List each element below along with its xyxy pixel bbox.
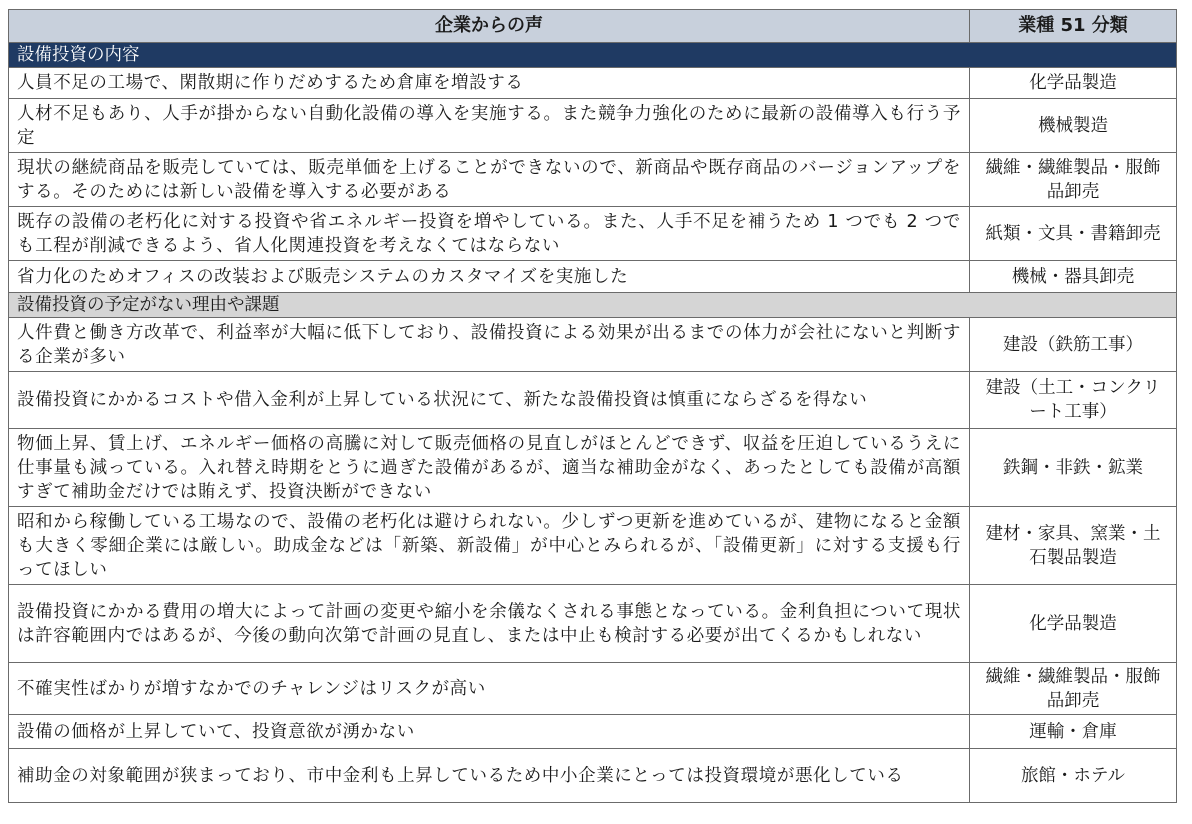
section-header-reasons: [9, 293, 1177, 318]
industry-cell: 建設（土工・コンクリート工事）: [970, 372, 1177, 429]
table-row: [9, 261, 1177, 293]
table-row: [9, 585, 1177, 663]
industry-cell: 機械製造: [970, 99, 1177, 153]
comment-cell: 人材不足もあり、人手が掛からない自動化設備の導入を実施する。また競争力強化のために最新の設備導入も行う予定: [9, 99, 970, 153]
table-row: [9, 99, 1177, 153]
table-row: [9, 749, 1177, 803]
comment-cell: 既存の設備の老朽化に対する投資や省エネルギー投資を増やしている。また、人手不足を補うため 1 つでも 2 つでも工程が削減できるよう、省人化関連投資を考えなくてはならない: [9, 207, 970, 261]
comment-cell: 人員不足の工場で、閑散期に作りだめするため倉庫を増設する: [9, 68, 970, 99]
table-row: [9, 663, 1177, 715]
comment-cell: 物価上昇、賃上げ、エネルギー価格の高騰に対して販売価格の見直しがほとんどできず、収益を圧迫しているうえに仕事量も減っている。入れ替え時期をとうに過ぎた設備があるが、適当な補助金がなく、あったとしても設備が高額すぎて補助金だけでは賄えず、投資決断ができない: [9, 429, 970, 507]
industry-cell: 紙類・文具・書籍卸売: [970, 207, 1177, 261]
section-title: 設備投資の内容: [9, 43, 1177, 68]
survey-comments-table: [8, 9, 1177, 803]
comment-cell: 設備投資にかかる費用の増大によって計画の変更や縮小を余儀なくされる事態となっている。金利負担について現状は許容範囲内ではあるが、今後の動向次第で計画の見直し、または中止も検討する必要が出てくるかもしれない: [9, 585, 970, 663]
table-row: [9, 715, 1177, 749]
table-row: [9, 507, 1177, 585]
industry-cell: 繊維・繊維製品・服飾品卸売: [970, 153, 1177, 207]
table-row: [9, 207, 1177, 261]
industry-cell: 化学品製造: [970, 68, 1177, 99]
table-row: [9, 318, 1177, 372]
industry-cell: 鉄鋼・非鉄・鉱業: [970, 429, 1177, 507]
comment-cell: 省力化のためオフィスの改装および販売システムのカスタマイズを実施した: [9, 261, 970, 293]
industry-cell: 旅館・ホテル: [970, 749, 1177, 803]
table-header-row: [9, 10, 1177, 43]
industry-cell: 化学品製造: [970, 585, 1177, 663]
table-row: [9, 68, 1177, 99]
comment-cell: 設備の価格が上昇していて、投資意欲が湧かない: [9, 715, 970, 749]
table-row: [9, 429, 1177, 507]
section-title: 設備投資の予定がない理由や課題: [9, 293, 1177, 318]
industry-cell: 繊維・繊維製品・服飾品卸売: [970, 663, 1177, 715]
comment-cell: 不確実性ばかりが増すなかでのチャレンジはリスクが高い: [9, 663, 970, 715]
industry-cell: 運輸・倉庫: [970, 715, 1177, 749]
industry-cell: 建材・家具、窯業・土石製品製造: [970, 507, 1177, 585]
comment-cell: 現状の継続商品を販売していては、販売単価を上げることができないので、新商品や既存商品のバージョンアップをする。そのためには新しい設備を導入する必要がある: [9, 153, 970, 207]
comment-cell: 昭和から稼働している工場なので、設備の老朽化は避けられない。少しずつ更新を進めているが、建物になると金額も大きく零細企業には厳しい。助成金などは「新築、新設備」が中心とみられるが、「設備更新」に対する支援も行ってほしい: [9, 507, 970, 585]
section-header-investment: [9, 43, 1177, 68]
industry-cell: 機械・器具卸売: [970, 261, 1177, 293]
comment-cell: 人件費と働き方改革で、利益率が大幅に低下しており、設備投資による効果が出るまでの体力が会社にないと判断する企業が多い: [9, 318, 970, 372]
table-row: [9, 153, 1177, 207]
comment-cell: 設備投資にかかるコストや借入金利が上昇している状況にて、新たな設備投資は慎重にならざるを得ない: [9, 372, 970, 429]
table-row: [9, 372, 1177, 429]
industry-cell: 建設（鉄筋工事）: [970, 318, 1177, 372]
column-header-industry: 業種 51 分類: [970, 10, 1177, 43]
comment-cell: 補助金の対象範囲が狭まっており、市中金利も上昇しているため中小企業にとっては投資環境が悪化している: [9, 749, 970, 803]
column-header-comment: 企業からの声: [9, 10, 970, 43]
